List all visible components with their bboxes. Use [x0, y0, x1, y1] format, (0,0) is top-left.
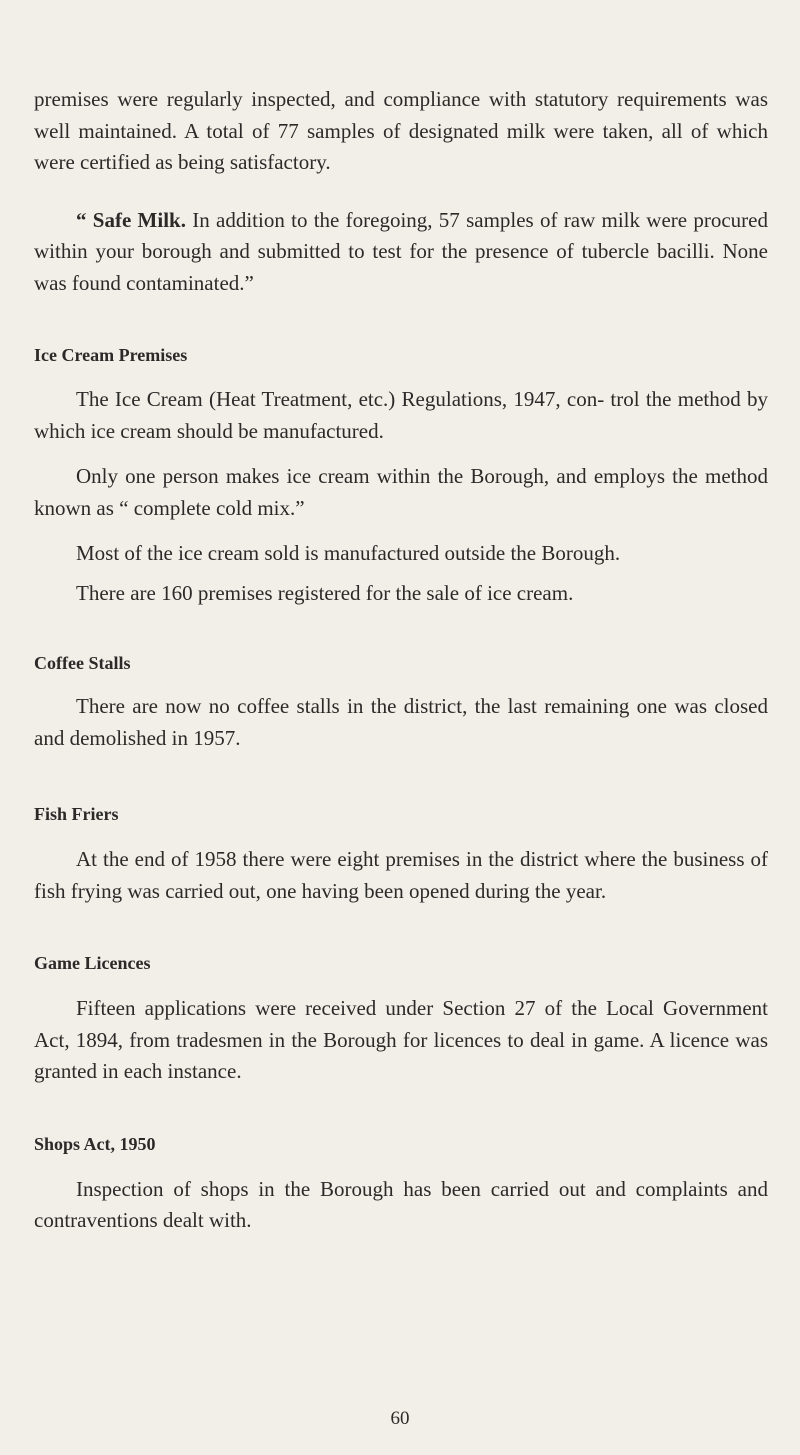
section-heading: Fish Friers	[34, 804, 119, 824]
section-paragraph: At the end of 1958 there were eight premises in the district where the business of fish frying was carried out, one having been opened during the year.	[34, 847, 768, 903]
section-paragraph: Most of the ice cream sold is manufactured outside the Borough.	[76, 541, 621, 565]
section-heading: Coffee Stalls	[34, 653, 131, 673]
document-page	[34, 84, 768, 1237]
section-shops-act-1950	[34, 1132, 768, 1237]
intro-paragraph: premises were regularly inspected, and compliance with statutory requirements was well maintained. A total of 77 samples of designated milk were taken, all of which were certified as being satisfactory.	[34, 87, 768, 174]
page-number: 60	[390, 1408, 410, 1429]
safe-milk-runin-heading: “ Safe Milk.	[76, 207, 186, 232]
section-coffee-stalls	[34, 651, 768, 754]
safe-milk-paragraph	[34, 205, 768, 300]
section-paragraph: Fifteen applications were received under Section 27 of the Local Government Act, 1894, from tradesmen in the Borough for licences to deal in game. A licence was granted in each instance.	[34, 996, 768, 1083]
section-heading: Shops Act, 1950	[34, 1133, 156, 1154]
section-paragraph: Inspection of shops in the Borough has been carried out and complaints and contraventions dealt with.	[34, 1176, 768, 1232]
section-paragraph: Only one person makes ice cream within the Borough, and employs the method known as “ complete cold mix.”	[34, 464, 768, 520]
section-paragraph: There are now no coffee stalls in the district, the last remaining one was closed and demolished in 1957.	[34, 694, 768, 750]
section-ice-cream-premises	[34, 343, 768, 609]
safe-milk-text: In addition to the foregoing, 57 samples of raw milk were procured within your borough and submitted to test for the presence of tubercle bacilli. None was found contaminated.”	[34, 207, 768, 295]
section-game-licences	[34, 951, 768, 1088]
section-heading: Ice Cream Premises	[34, 345, 188, 365]
section-paragraph: There are 160 premises registered for the sale of ice cream.	[76, 580, 574, 605]
section-fish-friers	[34, 802, 768, 907]
section-heading: Game Licences	[34, 953, 151, 973]
section-paragraph: The Ice Cream (Heat Treatment, etc.) Regulations, 1947, con- trol the method by which ice cream should be manufactured.	[34, 387, 768, 443]
